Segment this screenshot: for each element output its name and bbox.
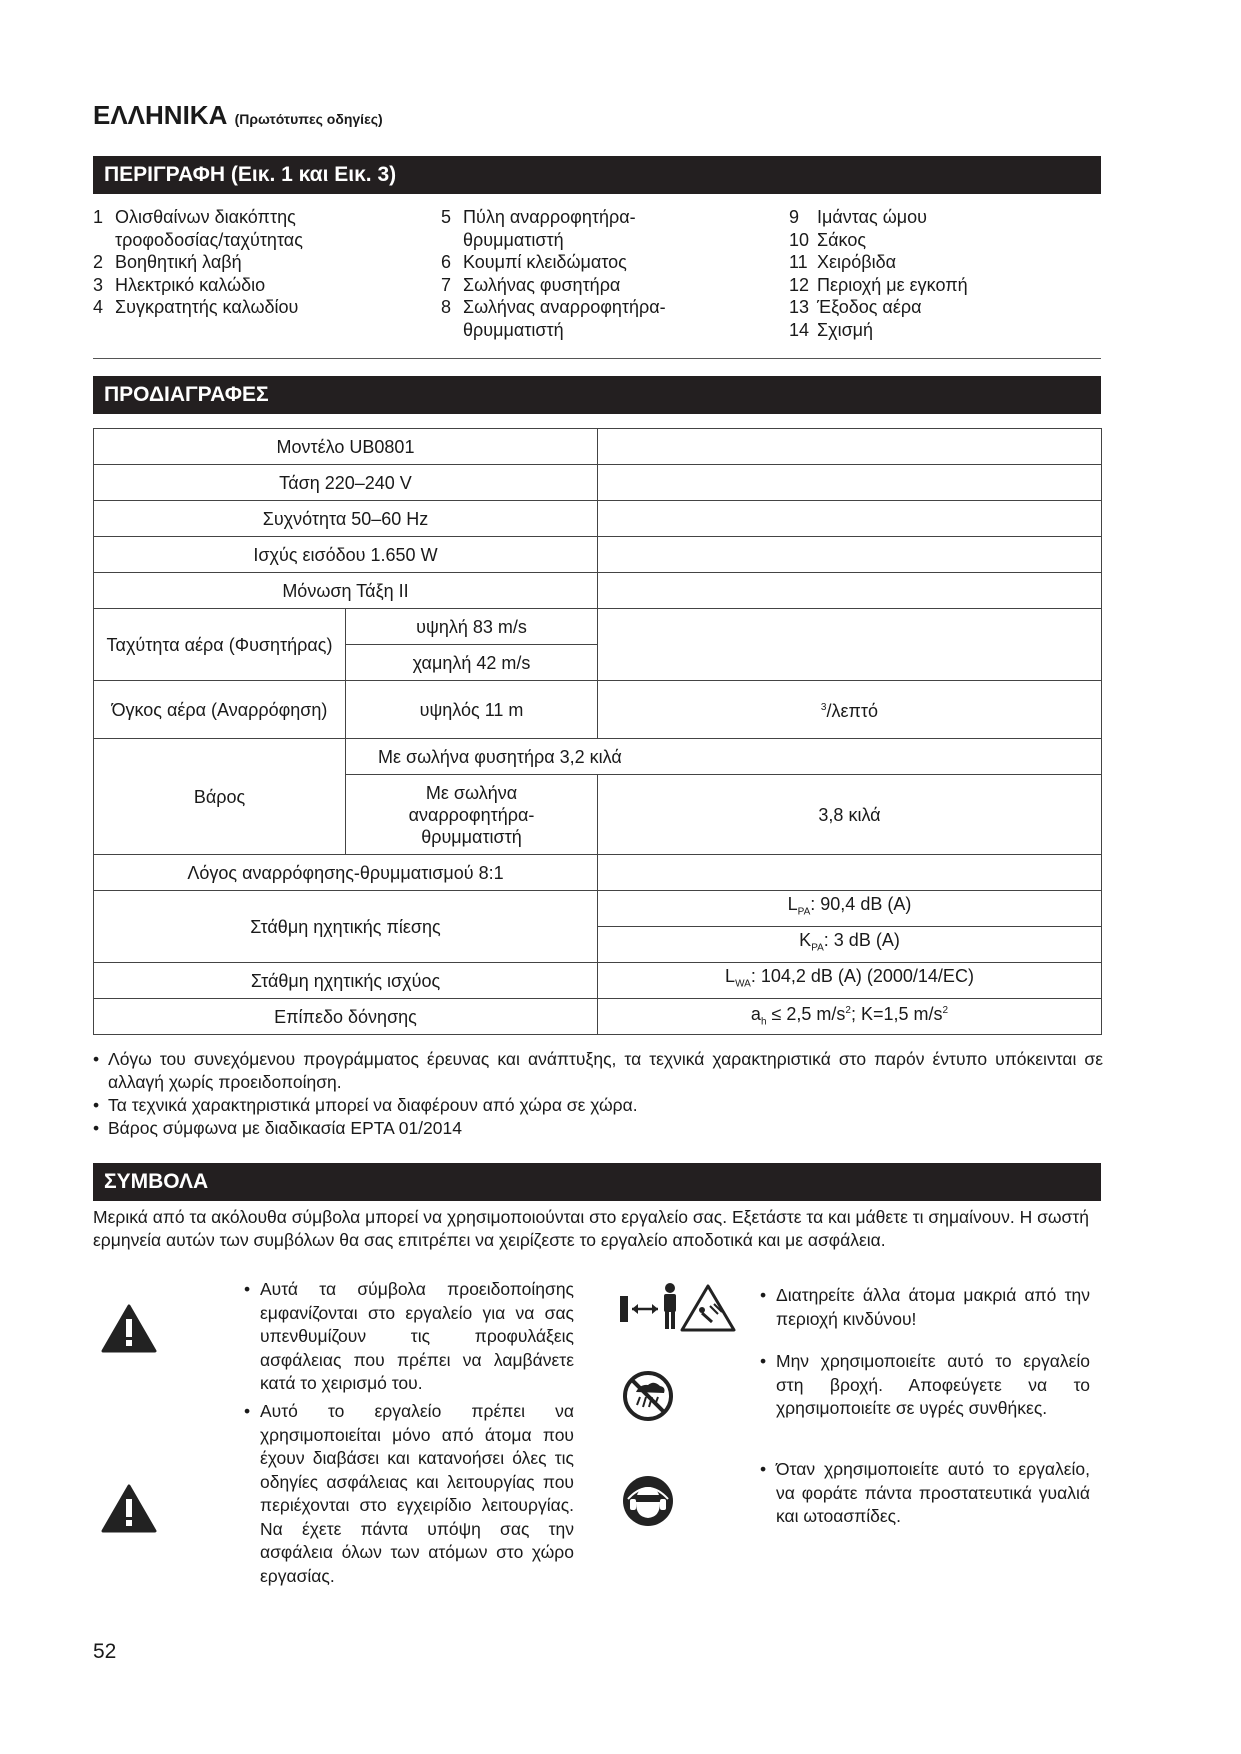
note-text: Λόγω του συνεχόμενου προγράμματος έρευνας και ανάπτυξης, τα τεχνικά χαρακτηριστικά στο παρόν έντυπο υπόκεινται σε αλλαγή χωρίς προειδοποίηση. [108,1049,1103,1092]
symbol-description [244,1400,574,1588]
part-label: Σάκος [817,229,866,250]
table-row [94,855,1102,891]
empty-cell [598,429,1102,465]
bullet: • [760,1285,767,1305]
parts-list-col2 [441,206,666,341]
table-row [94,429,1102,465]
symbol-description [760,1458,1090,1529]
insulation-cell: Μόνωση Τάξη II [94,573,598,609]
empty-cell [598,537,1102,573]
lwa-subscript: WA [735,978,751,990]
symbol-text: Διατηρείτε άλλα άτομα μακριά από την περιοχή κινδύνου! [776,1285,1090,1329]
symbol-description [244,1278,574,1396]
no-rain-icon [622,1370,674,1422]
lwa-cell [598,963,1102,999]
note-item [93,1048,1103,1094]
part-item [441,296,666,341]
part-label: Σωλήνας φυσητήρα [463,274,621,295]
table-row [94,465,1102,501]
lpa-value: : 90,4 dB (A) [810,894,912,915]
part-label-continued: θρυμματιστή [463,229,564,250]
part-number: 14 [789,319,810,340]
ah-subscript: h [760,1016,767,1028]
lpa-symbol: L [787,894,798,915]
note-text: Βάρος σύμφωνα με διαδικασία EPTA 01/2014 [108,1118,462,1138]
part-item [441,274,666,297]
air-volume-high-cell: υψηλός 11 m [346,681,598,739]
kpa-subscript: PA [811,942,824,954]
page-title [93,100,383,131]
symbol-text: Αυτά τα σύμβολα προειδοποίησης εμφανίζονται στο εργαλείο για να σας υπενθυμίζουν τις προφυλάξεις ασφάλειας που πρέπει να λαμβάνετε κατά το χειρισμό του. [260,1279,574,1393]
symbol-text: Μην χρησιμοποιείτε αυτό το εργαλείο στη βροχή. Αποφεύγετε να το χρησιμοποιείτε σε υγρές συνθήκες. [776,1351,1090,1418]
part-label: Βοηθητική λαβή [115,252,242,272]
part-number: 10 [789,229,810,250]
air-volume-unit-cell [598,681,1102,739]
weight-vacuum-value-cell: 3,8 κιλά [598,775,1102,855]
symbol-description [760,1350,1090,1421]
part-label: Περιοχή με εγκοπή [817,274,968,295]
spec-notes [93,1048,1103,1140]
bullet: • [244,1279,251,1299]
symbol-text: Όταν χρησιμοποιείτε αυτό το εργαλείο, να φοράτε πάντα προστατευτικά γυαλιά και ωτοασπίδες. [776,1459,1090,1526]
note-text: Τα τεχνικά χαρακτηριστικά μπορεί να διαφέρουν από χώρα σε χώρα. [108,1095,638,1115]
table-row [94,573,1102,609]
part-number: 12 [789,274,810,295]
parts-list-col3 [789,206,968,341]
part-label: Συγκρατητής καλωδίου [115,297,299,317]
frequency-cell: Συχνότητα 50–60 Hz [94,501,598,537]
part-number: 3 [93,274,104,295]
part-item [789,206,968,229]
part-number: 9 [789,207,800,227]
part-label: Σωλήνας αναρροφητήρα- [463,297,666,317]
table-row [94,963,1102,999]
symbols-intro: Μερικά από τα ακόλουθα σύμβολα μπορεί να χρησιμοποιούνται στο εργαλείο σας. Εξετάστε τα και μάθετε τι σημαίνουν. Η σωστή ερμηνεία αυτών των συμβόλων θα σας επιτρέπει να χειρίζεστε το εργαλείο αποδοτικά και με ασφάλεια. [93,1207,1089,1250]
part-label-continued: θρυμματιστή [463,319,564,340]
part-number: 1 [93,207,104,227]
empty-cell [598,573,1102,609]
part-label: Ηλεκτρικό καλώδιο [115,274,266,295]
part-item [789,274,968,297]
specifications-heading: ΠΡΟΔΙΑΓΡΑΦΕΣ [93,376,1101,414]
bullet: • [93,1095,100,1115]
table-row [94,999,1102,1035]
note-item [93,1094,1103,1117]
wear-eye-ear-protection-icon [622,1475,674,1527]
part-number: 2 [93,252,104,272]
part-item [789,229,968,252]
kpa-value: : 3 dB (A) [823,930,900,951]
bullet: • [93,1118,100,1138]
part-number: 4 [93,297,104,317]
language-title: ΕΛΛΗΝΙΚΑ [93,100,228,130]
table-row [94,537,1102,573]
table-row [94,681,1102,739]
part-number: 8 [441,297,452,317]
vibration-value-cell [598,999,1102,1035]
air-speed-high-cell: υψηλή 83 m/s [346,609,598,645]
ah-exponent: 2 [845,1004,851,1016]
page-number: 52 [93,1640,117,1663]
mulching-ratio-cell: Λόγος αναρρόφησης-θρυμματισμού 8:1 [94,855,598,891]
weight-blower-cell: Με σωλήνα φυσητήρα 3,2 κιλά [346,739,1102,775]
part-item [93,274,303,297]
part-number: 5 [441,207,452,227]
air-speed-label-cell: Ταχύτητα αέρα (Φυσητήρας) [94,609,346,681]
part-label: Κουμπί κλειδώματος [463,252,627,272]
empty-cell [598,465,1102,501]
part-label: Σχισμή [817,319,874,340]
bullet: • [244,1401,251,1421]
sound-power-label-cell: Στάθμη ηχητικής ισχύος [94,963,598,999]
lpa-cell [598,891,1102,927]
ah-value: ≤ 2,5 m/s [766,1003,846,1024]
bullet: • [760,1459,767,1479]
specifications-table [93,428,1102,1035]
warning-triangle-icon [101,1304,157,1354]
part-label: Ολισθαίνων διακόπτης [115,207,296,227]
part-item [93,251,303,274]
part-label: Χειρόβιδα [817,252,897,272]
part-label: Ιμάντας ώμου [817,207,927,227]
air-volume-label-cell: Όγκος αέρα (Αναρρόφηση) [94,681,346,739]
lwa-value: : 104,2 dB (A) (2000/14/EC) [750,966,974,987]
air-speed-low-cell: χαμηλή 42 m/s [346,645,598,681]
kpa-cell [598,927,1102,963]
vibration-label-cell: Επίπεδο δόνησης [94,999,598,1035]
bullet: • [93,1049,100,1069]
lpa-subscript: PA [797,906,811,918]
empty-cell [598,855,1102,891]
part-label: Έξοδος αέρα [817,297,922,317]
part-number: 7 [441,274,452,295]
part-item [441,251,666,274]
k-exponent: 2 [942,1004,949,1016]
warning-triangle-icon [101,1484,157,1534]
symbol-description [760,1284,1090,1331]
part-number: 11 [789,252,808,272]
table-row [94,891,1102,927]
description-heading: ΠΕΡΙΓΡΑΦΗ (Εικ. 1 και Εικ. 3) [93,156,1101,194]
input-power-cell: Ισχύς εισόδου 1.650 W [94,537,598,573]
part-item [93,206,303,251]
part-item [789,251,968,274]
part-label-continued: τροφοδοσίας/ταχύτητας [115,229,303,250]
sound-pressure-label-cell: Στάθμη ηχητικής πίεσης [94,891,598,963]
empty-cell [598,609,1102,681]
air-volume-unit-exponent: 3 [820,702,827,713]
note-item [93,1117,1103,1140]
language-subtitle: (Πρωτότυπες οδηγίες) [234,111,383,127]
weight-label-cell: Βάρος [94,739,346,855]
empty-cell [598,501,1102,537]
part-item [93,296,303,319]
part-number: 13 [789,297,810,317]
voltage-cell: Τάση 220–240 V [94,465,598,501]
ah-symbol: a [750,1003,761,1024]
part-label: Πύλη αναρροφητήρα- [463,207,636,227]
symbol-text: Αυτό το εργαλείο πρέπει να χρησιμοποιείται μόνο από άτομα που έχουν διαβάσει και κατανοήσει όλες τις οδηγίες ασφάλειας και λειτουργίας που περιέχονται στο εγχειρίδιο λειτουργίας. Να έχετε πάντα υπόψη σας την ασφάλεια όλων των ατόμων στο χώρο εργασίας. [260,1401,574,1586]
lwa-symbol: L [725,966,736,987]
weight-vacuum-label-cell: Με σωλήνα αναρροφητήρα-θρυμματιστή [346,775,598,855]
symbols-heading: ΣΥΜΒΟΛΑ [93,1163,1101,1201]
kpa-symbol: K [799,930,812,951]
k-value: ; K=1,5 m/s [850,1003,943,1024]
part-number: 6 [441,252,452,272]
table-row [94,739,1102,775]
table-row [94,501,1102,537]
model-cell: Μοντέλο UB0801 [94,429,598,465]
bullet: • [760,1351,767,1371]
air-volume-unit: /λεπτό [826,701,879,721]
keep-bystanders-away-icon [618,1280,738,1335]
parts-list-col1 [93,206,303,319]
section-divider [93,358,1101,359]
part-item [441,206,666,251]
part-item [789,319,968,342]
table-row [94,609,1102,645]
part-item [789,296,968,319]
